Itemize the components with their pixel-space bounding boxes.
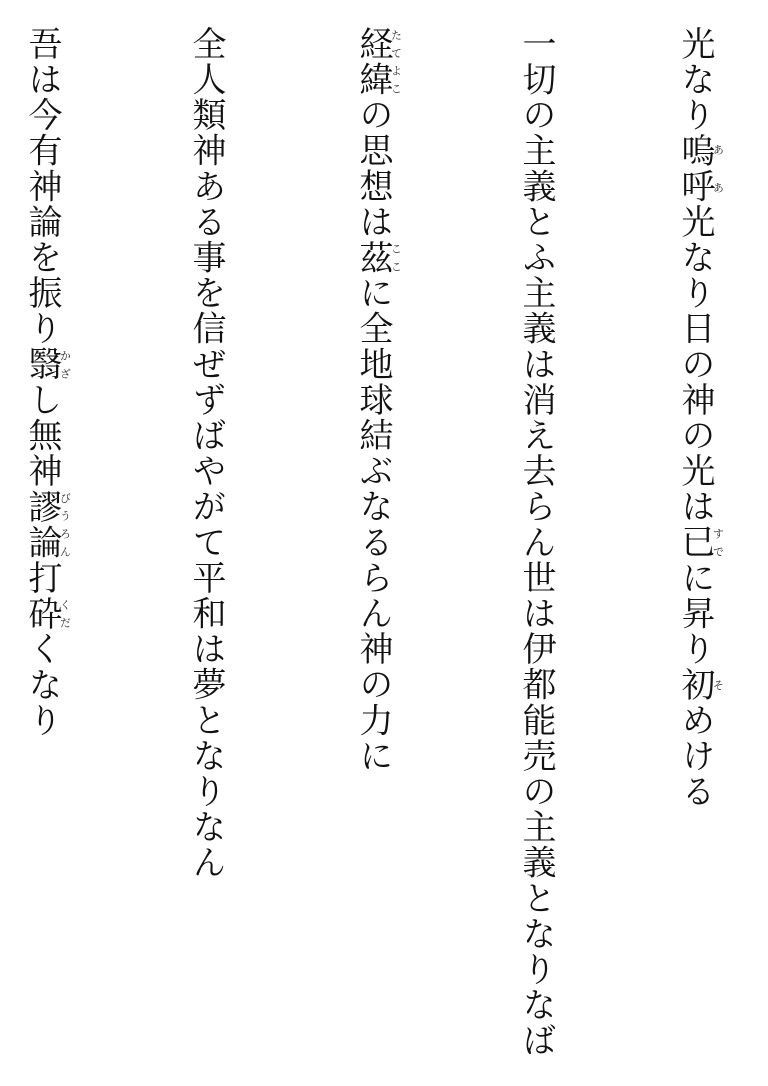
ruby-word [353,239,403,276]
ruby-word [675,666,725,703]
ruby-word [675,132,725,205]
text-segment: に昇り [675,560,715,667]
ruby-word [22,346,72,383]
ruby-word [22,488,72,561]
ruby-base: 謬論 [22,488,62,561]
text-segment: 一切の主義とふ主義は消え去らん世は伊都能売の主義となりなば [516,26,556,1059]
ruby-base: 茲 [353,239,393,276]
poem-line-3 [346,26,402,1066]
furigana: そ [711,666,725,703]
poem-line-5 [15,26,71,1066]
text-segment: に全地球結ぶなるらん神の力に [353,275,393,774]
poem-line-2 [508,26,564,1066]
ruby-base: 已 [675,524,715,561]
furigana: びうろん [58,488,72,561]
furigana: かざ [58,346,72,382]
text-segment: くなり [22,631,62,739]
ruby-word [353,26,403,98]
ruby-word [675,524,725,561]
text-segment: 全人類神ある事を信ぜずばやがて平和は夢となりなん [186,26,226,881]
ruby-base: 初 [675,666,715,703]
furigana: すで [711,524,725,561]
furigana: くだ [58,595,72,632]
text-segment: し無神 [22,382,62,489]
ruby-base: 嗚呼 [675,132,715,205]
ruby-base: 翳 [22,346,62,383]
text-segment: 光なり日の神の光は [675,204,715,525]
text-segment: 吾は今有神論を振り [22,26,62,347]
poem-line-1 [668,26,724,1066]
furigana: ああ [711,132,725,205]
poem-line-4 [178,26,234,1066]
ruby-base: 経緯 [353,26,393,98]
text-segment: 光なり [675,26,715,133]
text-segment: の思想は [353,97,393,240]
ruby-base: 砕 [22,595,62,632]
text-segment: 打 [22,560,62,596]
text-segment: めける [675,702,715,810]
furigana: たてよこ [389,26,403,98]
ruby-word [22,595,72,632]
furigana: ここ [389,239,403,276]
